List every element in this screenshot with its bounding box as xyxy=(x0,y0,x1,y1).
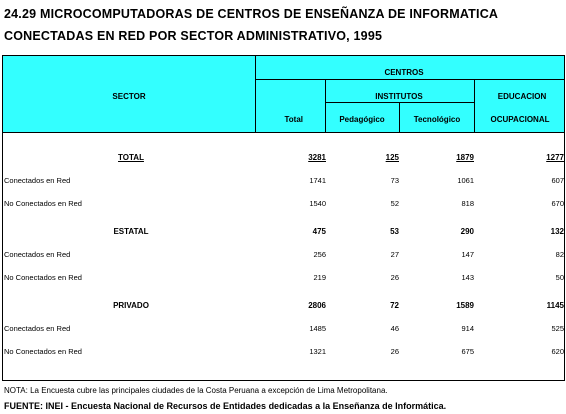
cell-tecnologico: 914 xyxy=(461,324,474,333)
cell-tecnologico: 143 xyxy=(461,273,474,282)
cell-tecnologico: 1061 xyxy=(457,176,474,185)
table-row-privado xyxy=(3,301,564,315)
cell-pedagogico: 125 xyxy=(385,153,399,162)
cell-pedagogico: 46 xyxy=(390,324,399,333)
cell-pedagogico: 26 xyxy=(390,347,399,356)
cell-total: 475 xyxy=(312,227,326,236)
cell-tecnologico: 1879 xyxy=(456,153,474,162)
header-educacion: EDUCACION xyxy=(497,92,547,101)
header-divider xyxy=(255,56,256,132)
table-row xyxy=(3,176,564,190)
cell-pedagogico: 27 xyxy=(390,250,399,259)
header-ocupacional: OCUPACIONAL xyxy=(490,115,550,124)
cell-tecnologico: 290 xyxy=(460,227,474,236)
header-pedagogico: Pedagógico xyxy=(339,115,385,124)
cell-pedagogico: 52 xyxy=(390,199,399,208)
table-row xyxy=(3,324,564,338)
cell-pedagogico: 53 xyxy=(390,227,399,236)
header-tecnologico: Tecnológico xyxy=(413,115,461,124)
cell-ocupacional: 1145 xyxy=(546,301,564,310)
cell-ocupacional: 607 xyxy=(551,176,564,185)
cell-ocupacional: 525 xyxy=(551,324,564,333)
page-subtitle: CONECTADAS EN RED POR SECTOR ADMINISTRATIVO, 1995 xyxy=(4,29,383,43)
header-total: Total xyxy=(284,115,303,124)
cell-tecnologico: 675 xyxy=(461,347,474,356)
cell-pedagogico: 72 xyxy=(390,301,399,310)
cell-ocupacional: 50 xyxy=(555,273,564,282)
header-divider xyxy=(399,102,400,132)
table-row-estatal xyxy=(3,227,564,241)
table-row xyxy=(3,273,564,287)
cell-total: 219 xyxy=(313,273,326,282)
source-line: FUENTE: INEI - Encuesta Nacional de Recursos de Entidades dedicadas a la Enseñanza de Informática. xyxy=(4,401,447,411)
cell-ocupacional: 620 xyxy=(551,347,564,356)
table-row-total xyxy=(3,153,564,167)
cell-pedagogico: 73 xyxy=(390,176,399,185)
row-label: No Conectados en Red xyxy=(4,347,82,356)
data-table xyxy=(2,55,565,381)
cell-ocupacional: 132 xyxy=(550,227,564,236)
header-bottom-border xyxy=(3,132,564,133)
cell-total: 1741 xyxy=(309,176,326,185)
cell-total: 1321 xyxy=(309,347,326,356)
header-centros: CENTROS xyxy=(384,68,424,77)
cell-ocupacional: 1277 xyxy=(546,153,564,162)
header-divider xyxy=(325,102,474,103)
row-label: No Conectados en Red xyxy=(4,199,82,208)
table-row xyxy=(3,250,564,264)
row-label: ESTATAL xyxy=(113,227,149,236)
row-label: PRIVADO xyxy=(113,301,149,310)
row-label: TOTAL xyxy=(118,153,144,162)
page-title: 24.29 MICROCOMPUTADORAS DE CENTROS DE ENSEÑANZA DE INFORMATICA xyxy=(4,7,499,21)
table-note: NOTA: La Encuesta cubre las principales ciudades de la Costa Peruana a excepción de Lima Metropolitana. xyxy=(4,386,388,395)
header-divider xyxy=(255,79,564,80)
header-divider xyxy=(325,79,326,132)
cell-total: 256 xyxy=(313,250,326,259)
cell-tecnologico: 147 xyxy=(461,250,474,259)
header-institutos: INSTITUTOS xyxy=(375,92,423,101)
row-label: Conectados en Red xyxy=(4,176,71,185)
cell-tecnologico: 818 xyxy=(461,199,474,208)
header-divider xyxy=(474,79,475,132)
cell-ocupacional: 82 xyxy=(555,250,564,259)
cell-total: 1540 xyxy=(309,199,326,208)
cell-ocupacional: 670 xyxy=(551,199,564,208)
row-label: Conectados en Red xyxy=(4,324,71,333)
cell-tecnologico: 1589 xyxy=(456,301,474,310)
cell-total: 2806 xyxy=(308,301,326,310)
table-row xyxy=(3,347,564,361)
cell-pedagogico: 26 xyxy=(390,273,399,282)
cell-total: 3281 xyxy=(308,153,326,162)
header-sector: SECTOR xyxy=(112,92,146,101)
row-label: No Conectados en Red xyxy=(4,273,82,282)
row-label: Conectados en Red xyxy=(4,250,71,259)
table-row xyxy=(3,199,564,213)
cell-total: 1485 xyxy=(309,324,326,333)
